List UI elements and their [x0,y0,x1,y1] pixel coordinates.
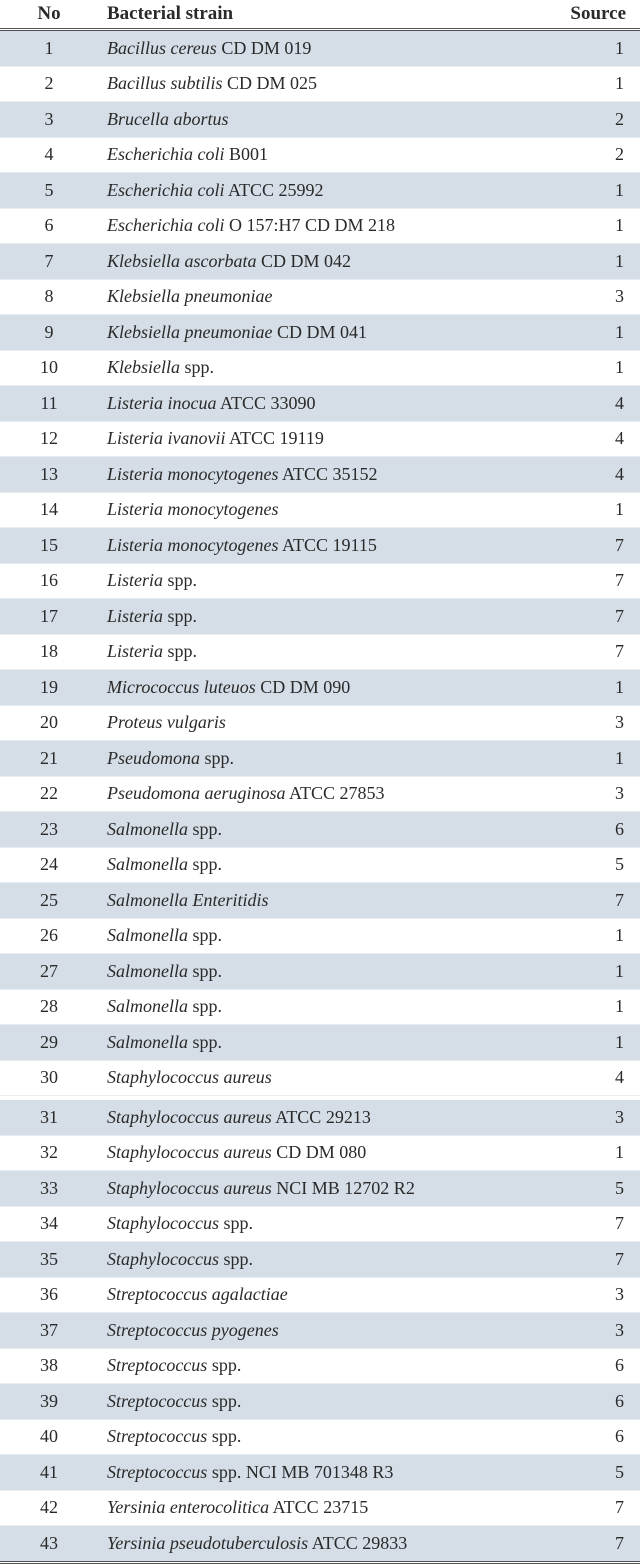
cell-source: 7 [530,599,640,635]
cell-no: 29 [0,1025,98,1061]
strain-species-name: Escherichia coli [107,144,225,165]
table-row [0,1419,640,1455]
strain-species-name: Bacillus cereus [107,37,217,58]
cell-no: 42 [0,1490,98,1526]
cell-bacterial-strain [98,244,530,280]
cell-source: 6 [530,812,640,848]
cell-no: 3 [0,102,98,138]
strain-species-name: Brucella abortus [107,108,229,129]
cell-bacterial-strain [98,989,530,1025]
strain-species-name: Listeria monocytogenes [107,463,279,484]
table-row [0,30,640,67]
cell-bacterial-strain [98,1100,530,1135]
strain-designation: CD DM 090 [255,676,351,697]
strain-designation: spp. [218,1213,253,1234]
table-row [0,954,640,990]
cell-source: 3 [530,705,640,741]
table-row [0,102,640,138]
cell-no: 4 [0,137,98,173]
table-row [0,1060,640,1096]
strain-species-name: Listeria ivanovii [107,428,226,449]
table-row [0,989,640,1025]
strain-designation: CD DM 080 [271,1142,367,1163]
table-row [0,208,640,244]
cell-source: 1 [530,1025,640,1061]
cell-bacterial-strain [98,705,530,741]
cell-source: 1 [530,918,640,954]
strain-species-name: Proteus vulgaris [107,712,226,733]
table-row [0,457,640,493]
cell-no: 11 [0,386,98,422]
table-row [0,173,640,209]
strain-designation: ATCC 35152 [278,463,378,484]
cell-bacterial-strain [98,1242,530,1278]
strain-designation: spp. [188,854,223,875]
strain-species-name: Pseudomona aeruginosa [107,783,286,804]
cell-bacterial-strain [98,670,530,706]
cell-source: 1 [530,30,640,67]
table-row [0,705,640,741]
cell-no: 21 [0,741,98,777]
cell-no: 26 [0,918,98,954]
cell-bacterial-strain [98,1490,530,1526]
strain-species-name: Escherichia coli [107,215,225,236]
strain-species-name: Staphylococcus aureus [107,1142,272,1163]
strain-species-name: Salmonella [107,996,188,1017]
strain-designation: CD DM 025 [222,73,318,94]
cell-source: 1 [530,350,640,386]
cell-bacterial-strain [98,1348,530,1384]
cell-no: 16 [0,563,98,599]
table-row [0,244,640,280]
cell-no: 2 [0,66,98,102]
cell-bacterial-strain [98,1171,530,1207]
cell-no: 22 [0,776,98,812]
cell-no: 13 [0,457,98,493]
cell-no: 14 [0,492,98,528]
cell-bacterial-strain [98,102,530,138]
cell-bacterial-strain [98,599,530,635]
table-row [0,1206,640,1242]
table-row [0,1135,640,1171]
strain-designation: spp. NCI MB 701348 R3 [207,1461,394,1482]
cell-bacterial-strain [98,1135,530,1171]
table-row [0,421,640,457]
cell-source: 3 [530,1100,640,1135]
cell-bacterial-strain [98,812,530,848]
cell-source: 6 [530,1348,640,1384]
cell-no: 35 [0,1242,98,1278]
cell-no: 1 [0,30,98,67]
strain-species-name: Escherichia coli [107,179,225,200]
cell-bacterial-strain [98,1025,530,1061]
cell-no: 18 [0,634,98,670]
table-row [0,918,640,954]
cell-bacterial-strain [98,1277,530,1313]
cell-bacterial-strain [98,1313,530,1349]
cell-source: 7 [530,1242,640,1278]
cell-bacterial-strain [98,883,530,919]
cell-bacterial-strain [98,137,530,173]
cell-no: 10 [0,350,98,386]
strain-species-name: Streptococcus pyogenes [107,1319,279,1340]
strain-species-name: Streptococcus [107,1426,208,1447]
cell-source: 3 [530,776,640,812]
cell-no: 40 [0,1419,98,1455]
cell-source: 1 [530,1135,640,1171]
strain-species-name: Listeria [107,641,164,662]
cell-bacterial-strain [98,1526,530,1563]
table-row [0,1025,640,1061]
strain-species-name: Salmonella [107,854,188,875]
strain-species-name: Yersinia pseudotuberculosis [107,1532,309,1553]
table-row [0,1100,640,1135]
cell-source: 1 [530,244,640,280]
cell-no: 6 [0,208,98,244]
strain-species-name: Listeria [107,605,164,626]
table-row [0,883,640,919]
strain-designation: ATCC 33090 [216,392,316,413]
strain-designation: NCI MB 12702 R2 [271,1177,415,1198]
cell-bacterial-strain [98,279,530,315]
cell-bacterial-strain [98,457,530,493]
table-row [0,812,640,848]
table-row [0,599,640,635]
table-row [0,386,640,422]
strain-designation: spp. [207,1390,242,1411]
cell-source: 1 [530,315,640,351]
cell-source: 7 [530,528,640,564]
cell-no: 33 [0,1171,98,1207]
header-source: Source [530,0,640,30]
table-row [0,1348,640,1384]
strain-designation: ATCC 25992 [224,179,324,200]
table-row [0,1384,640,1420]
cell-bacterial-strain [98,741,530,777]
cell-source: 5 [530,847,640,883]
cell-source: 7 [530,1526,640,1563]
cell-no: 30 [0,1060,98,1096]
header-bacterial-strain: Bacterial strain [98,0,530,30]
strain-designation: spp. [188,960,223,981]
strain-designation: spp. [207,1426,242,1447]
cell-no: 17 [0,599,98,635]
strain-species-name: Bacillus subtilis [107,73,223,94]
table-row [0,741,640,777]
cell-source: 4 [530,421,640,457]
table-row [0,137,640,173]
cell-no: 9 [0,315,98,351]
strain-designation: spp. [163,605,198,626]
strain-species-name: Listeria [107,570,164,591]
cell-no: 15 [0,528,98,564]
cell-source: 4 [530,386,640,422]
table-header [0,0,640,30]
cell-bacterial-strain [98,528,530,564]
header-row [0,0,640,30]
strain-species-name: Staphylococcus aureus [107,1106,272,1127]
cell-no: 37 [0,1313,98,1349]
strain-designation: ATCC 23715 [269,1497,369,1518]
strain-species-name: Salmonella [107,960,188,981]
strain-designation: spp. [163,570,198,591]
cell-source: 1 [530,492,640,528]
header-no: No [0,0,98,30]
cell-bacterial-strain [98,208,530,244]
cell-no: 39 [0,1384,98,1420]
cell-source: 7 [530,1206,640,1242]
cell-source: 1 [530,954,640,990]
strain-designation: spp. [218,1248,253,1269]
strain-designation: ATCC 19115 [278,534,377,555]
strain-species-name: Yersinia enterocolitica [107,1497,270,1518]
strain-species-name: Listeria monocytogenes [107,499,279,520]
cell-no: 23 [0,812,98,848]
strain-species-name: Salmonella [107,1031,188,1052]
table-row [0,66,640,102]
table-row [0,563,640,599]
table-row [0,670,640,706]
cell-no: 20 [0,705,98,741]
cell-bacterial-strain [98,847,530,883]
strain-designation: spp. [207,1355,242,1376]
strain-designation: ATCC 27853 [285,783,385,804]
strain-species-name: Staphylococcus [107,1213,219,1234]
cell-no: 34 [0,1206,98,1242]
strain-species-name: Salmonella [107,925,188,946]
cell-bacterial-strain [98,918,530,954]
strain-species-name: Staphylococcus [107,1248,219,1269]
table-row [0,776,640,812]
cell-source: 7 [530,1490,640,1526]
cell-source: 3 [530,279,640,315]
strain-species-name: Pseudomona [107,747,200,768]
cell-bacterial-strain [98,563,530,599]
strain-species-name: Micrococcus luteuos [107,676,256,697]
cell-source: 6 [530,1384,640,1420]
table-row [0,279,640,315]
strain-designation: B001 [224,144,268,165]
table-row [0,1455,640,1491]
cell-bacterial-strain [98,66,530,102]
cell-no: 36 [0,1277,98,1313]
table-row [0,1242,640,1278]
cell-source: 2 [530,137,640,173]
strain-species-name: Streptococcus [107,1355,208,1376]
table-row [0,315,640,351]
strain-designation: ATCC 29833 [308,1532,408,1553]
table-row [0,1526,640,1563]
strain-species-name: Staphylococcus aureus [107,1067,272,1088]
cell-bacterial-strain [98,776,530,812]
cell-no: 38 [0,1348,98,1384]
cell-source: 1 [530,208,640,244]
strain-designation: CD DM 042 [256,250,352,271]
strain-species-name: Streptococcus [107,1390,208,1411]
cell-bacterial-strain [98,954,530,990]
cell-source: 3 [530,1277,640,1313]
cell-no: 41 [0,1455,98,1491]
cell-no: 24 [0,847,98,883]
table-body [0,30,640,1563]
cell-source: 1 [530,173,640,209]
cell-source: 1 [530,670,640,706]
strain-species-name: Salmonella Enteritidis [107,889,269,910]
cell-no: 12 [0,421,98,457]
table-row [0,528,640,564]
cell-bacterial-strain [98,1419,530,1455]
cell-source: 6 [530,1419,640,1455]
cell-source: 1 [530,989,640,1025]
cell-bacterial-strain [98,386,530,422]
cell-source: 1 [530,66,640,102]
strain-species-name: Klebsiella pneumoniae [107,286,273,307]
table-row [0,492,640,528]
strain-designation: CD DM 019 [216,37,312,58]
cell-no: 25 [0,883,98,919]
cell-no: 28 [0,989,98,1025]
table-row [0,847,640,883]
cell-source: 1 [530,741,640,777]
cell-bacterial-strain [98,1060,530,1096]
cell-source: 7 [530,563,640,599]
cell-no: 31 [0,1100,98,1135]
strain-designation: spp. [188,925,223,946]
strain-designation: O 157:H7 CD DM 218 [224,215,395,236]
strain-species-name: Klebsiella [107,357,180,378]
cell-source: 4 [530,457,640,493]
cell-source: 7 [530,883,640,919]
cell-no: 8 [0,279,98,315]
table-row [0,1490,640,1526]
strain-designation: ATCC 19119 [225,428,324,449]
cell-bacterial-strain [98,30,530,67]
table-row [0,634,640,670]
cell-bacterial-strain [98,350,530,386]
strain-designation: spp. [200,747,235,768]
strain-designation: spp. [180,357,215,378]
cell-source: 5 [530,1171,640,1207]
cell-source: 3 [530,1313,640,1349]
cell-no: 5 [0,173,98,209]
cell-no: 43 [0,1526,98,1563]
cell-bacterial-strain [98,634,530,670]
strain-species-name: Streptococcus agalactiae [107,1284,288,1305]
strain-species-name: Listeria monocytogenes [107,534,279,555]
cell-bacterial-strain [98,1455,530,1491]
table-row [0,1171,640,1207]
cell-bacterial-strain [98,1206,530,1242]
strain-species-name: Klebsiella ascorbata [107,250,257,271]
strain-designation: spp. [188,1031,223,1052]
strain-designation: CD DM 041 [272,321,367,342]
strain-designation: spp. [188,818,223,839]
cell-no: 7 [0,244,98,280]
strain-designation: ATCC 29213 [271,1106,371,1127]
strain-designation: spp. [163,641,198,662]
cell-no: 27 [0,954,98,990]
cell-bacterial-strain [98,1384,530,1420]
cell-source: 4 [530,1060,640,1096]
cell-source: 2 [530,102,640,138]
cell-bacterial-strain [98,492,530,528]
cell-no: 32 [0,1135,98,1171]
table-row [0,1277,640,1313]
strain-species-name: Listeria inocua [107,392,217,413]
strain-species-name: Klebsiella pneumoniae [107,321,273,342]
strain-designation: spp. [188,996,223,1017]
cell-bacterial-strain [98,421,530,457]
strain-species-name: Salmonella [107,818,188,839]
table-row [0,350,640,386]
cell-bacterial-strain [98,315,530,351]
strain-species-name: Streptococcus [107,1461,208,1482]
cell-source: 5 [530,1455,640,1491]
cell-no: 19 [0,670,98,706]
cell-bacterial-strain [98,173,530,209]
strain-species-name: Staphylococcus aureus [107,1177,272,1198]
table-row [0,1313,640,1349]
cell-source: 7 [530,634,640,670]
